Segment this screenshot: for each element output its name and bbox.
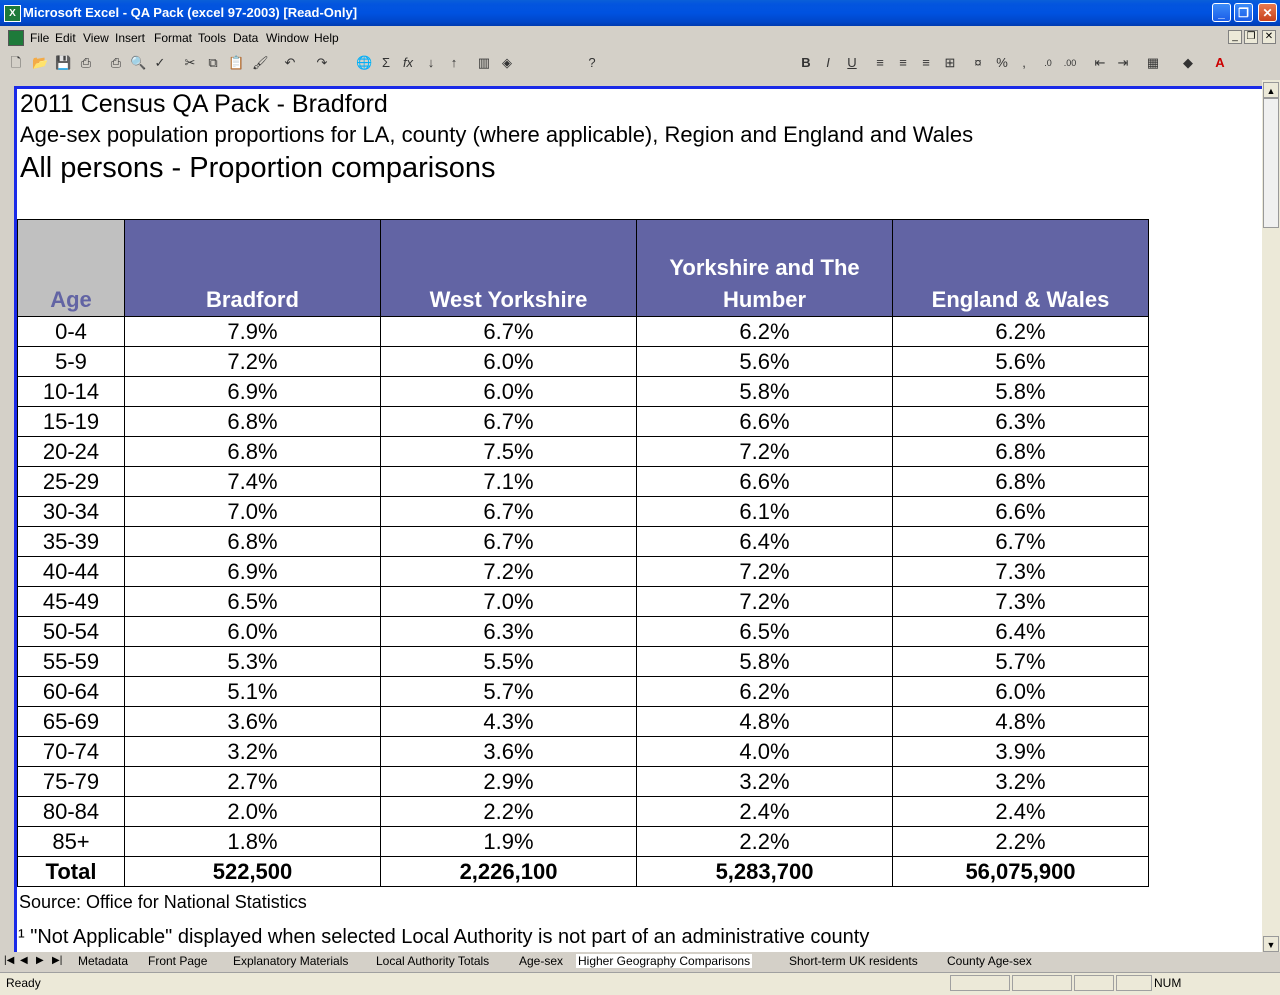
align-left-icon[interactable]: ≡: [876, 55, 884, 70]
cell-west-yorkshire[interactable]: 6.7%: [381, 497, 637, 527]
increase-indent-icon[interactable]: ⇥: [1117, 55, 1129, 70]
source-note: Source: Office for National Statistics: [19, 892, 307, 912]
cell-west-yorkshire[interactable]: 6.3%: [381, 617, 637, 647]
cell-bradford[interactable]: 7.2%: [125, 347, 381, 377]
undo-icon[interactable]: ↶: [284, 55, 296, 70]
menu-format[interactable]: Format: [154, 31, 193, 45]
cell-west-yorkshire[interactable]: 7.1%: [381, 467, 637, 497]
cell-yorkshire-humber[interactable]: 5.8%: [637, 647, 893, 677]
status-panel: [1116, 975, 1152, 991]
print-icon[interactable]: ⎙: [110, 55, 122, 70]
cell-england-wales[interactable]: 5.8%: [893, 377, 1149, 407]
last-sheet-icon[interactable]: ▶|: [52, 955, 63, 966]
cell-bradford[interactable]: 2.7%: [125, 767, 381, 797]
footnote: ¹ "Not Applicable" displayed when selected Local Authority is not part of an administrative county: [18, 926, 870, 948]
cell-age[interactable]: 60-64: [18, 677, 125, 707]
table-row: [18, 767, 1149, 797]
doc-minimize-icon[interactable]: _: [1228, 30, 1242, 44]
help-icon[interactable]: ?: [588, 55, 596, 70]
table-row: [18, 737, 1149, 767]
tab-short-term-uk-residents[interactable]: Short-term UK residents: [789, 954, 918, 968]
menu-view[interactable]: View: [83, 31, 109, 45]
status-panel: [950, 975, 1010, 991]
sort-ascending-icon[interactable]: ↓: [427, 55, 435, 70]
sheet-subtitle: Age-sex population proportions for LA, county (where applicable), Region and England and Wales: [20, 122, 974, 147]
cell-england-wales[interactable]: 2.2%: [893, 827, 1149, 857]
cell-bradford[interactable]: 3.6%: [125, 707, 381, 737]
permission-icon[interactable]: ⎙: [80, 55, 92, 70]
comparison-table: [17, 219, 1149, 887]
redo-icon[interactable]: ↷: [316, 55, 328, 70]
tab-age-sex[interactable]: Age-sex: [519, 954, 564, 968]
cell-bradford[interactable]: 6.9%: [125, 377, 381, 407]
next-sheet-icon[interactable]: ▶: [36, 955, 44, 966]
table-row: [18, 707, 1149, 737]
scroll-thumb[interactable]: [1263, 98, 1279, 228]
cell-bradford[interactable]: 7.9%: [125, 317, 381, 347]
cell-west-yorkshire[interactable]: 5.7%: [381, 677, 637, 707]
total-row: [18, 857, 1149, 887]
cell-age[interactable]: 10-14: [18, 377, 125, 407]
insert-function-icon[interactable]: fx: [402, 55, 414, 70]
cell-yorkshire-humber[interactable]: 7.2%: [637, 557, 893, 587]
cell-age[interactable]: 55-59: [18, 647, 125, 677]
cell-age[interactable]: 5-9: [18, 347, 125, 377]
underline-button[interactable]: U: [847, 55, 857, 70]
menu-data[interactable]: Data: [233, 31, 259, 45]
header-bradford[interactable]: Bradford: [125, 220, 381, 317]
table-row: [18, 617, 1149, 647]
cell-age[interactable]: 25-29: [18, 467, 125, 497]
italic-button[interactable]: I: [826, 55, 830, 70]
cell-west-yorkshire[interactable]: 2.2%: [381, 797, 637, 827]
cell-west-yorkshire[interactable]: 6.7%: [381, 527, 637, 557]
hyperlink-icon[interactable]: 🌐: [356, 55, 373, 70]
tab-higher-geography-comparisons[interactable]: Higher Geography Comparisons: [578, 954, 751, 968]
cell-bradford[interactable]: 6.9%: [125, 557, 381, 587]
tab-front-page[interactable]: Front Page: [148, 954, 208, 968]
merge-center-icon[interactable]: ⊞: [944, 55, 956, 70]
doc-close-icon[interactable]: ✕: [1262, 30, 1276, 44]
cell-england-wales[interactable]: 6.2%: [893, 317, 1149, 347]
doc-restore-icon[interactable]: ❐: [1244, 30, 1258, 44]
align-center-icon[interactable]: ≡: [899, 55, 907, 70]
total-yorkshire-humber[interactable]: 5,283,700: [637, 857, 893, 887]
table-row: [18, 587, 1149, 617]
cell-bradford[interactable]: 6.8%: [125, 437, 381, 467]
cell-west-yorkshire[interactable]: 3.6%: [381, 737, 637, 767]
total-west-yorkshire[interactable]: 2,226,100: [381, 857, 637, 887]
cell-bradford[interactable]: 5.3%: [125, 647, 381, 677]
menu-help[interactable]: Help: [314, 31, 339, 45]
cell-england-wales[interactable]: 6.4%: [893, 617, 1149, 647]
cell-age[interactable]: 70-74: [18, 737, 125, 767]
cell-england-wales[interactable]: 7.3%: [893, 557, 1149, 587]
tab-metadata[interactable]: Metadata: [78, 954, 129, 968]
header-west-yorkshire[interactable]: West Yorkshire: [381, 220, 637, 317]
cell-bradford[interactable]: 2.0%: [125, 797, 381, 827]
cell-age[interactable]: 30-34: [18, 497, 125, 527]
cell-yorkshire-humber[interactable]: 7.2%: [637, 437, 893, 467]
worksheet[interactable]: [14, 86, 1262, 952]
close-button[interactable]: ✕: [1258, 3, 1277, 22]
toolbar: [0, 49, 1280, 75]
format-painter-icon[interactable]: 🖌: [252, 55, 269, 70]
table-row: [18, 797, 1149, 827]
paste-icon[interactable]: 📋: [228, 55, 245, 70]
status-panel: [1074, 975, 1114, 991]
cell-age[interactable]: 0-4: [18, 317, 125, 347]
status-bar: [0, 972, 1280, 995]
cell-england-wales[interactable]: 2.4%: [893, 797, 1149, 827]
cell-bradford[interactable]: 7.4%: [125, 467, 381, 497]
chart-wizard-icon[interactable]: ▥: [477, 55, 491, 70]
cell-yorkshire-humber[interactable]: 5.8%: [637, 377, 893, 407]
cell-west-yorkshire[interactable]: 7.0%: [381, 587, 637, 617]
table-row: [18, 467, 1149, 497]
cell-england-wales[interactable]: 6.0%: [893, 677, 1149, 707]
menu-tools[interactable]: Tools: [198, 31, 227, 45]
workbook-icon[interactable]: [8, 30, 24, 46]
total-age[interactable]: Total: [18, 857, 125, 887]
print-preview-icon[interactable]: 🔍: [130, 55, 147, 70]
selection-top-border: [14, 86, 1262, 89]
copy-icon[interactable]: ⧉: [208, 55, 218, 70]
cell-west-yorkshire[interactable]: 6.7%: [381, 407, 637, 437]
cell-bradford[interactable]: 1.8%: [125, 827, 381, 857]
cell-yorkshire-humber[interactable]: 4.0%: [637, 737, 893, 767]
cell-yorkshire-humber[interactable]: 6.4%: [637, 527, 893, 557]
cell-west-yorkshire[interactable]: 7.2%: [381, 557, 637, 587]
cell-age[interactable]: 45-49: [18, 587, 125, 617]
open-icon[interactable]: 📂: [32, 55, 49, 70]
status-num: NUM: [1154, 976, 1182, 990]
cell-west-yorkshire[interactable]: 6.0%: [381, 377, 637, 407]
comma-style-button[interactable]: ,: [1022, 55, 1026, 70]
cell-england-wales[interactable]: 5.6%: [893, 347, 1149, 377]
cell-yorkshire-humber[interactable]: 6.2%: [637, 317, 893, 347]
cell-yorkshire-humber[interactable]: 3.2%: [637, 767, 893, 797]
drawing-icon[interactable]: ◈: [502, 55, 512, 70]
cell-yorkshire-humber[interactable]: 2.4%: [637, 797, 893, 827]
table-row: [18, 497, 1149, 527]
cell-yorkshire-humber[interactable]: 2.2%: [637, 827, 893, 857]
cell-bradford[interactable]: 3.2%: [125, 737, 381, 767]
font-color-icon[interactable]: A: [1215, 55, 1225, 70]
bold-button[interactable]: B: [801, 55, 811, 70]
cell-bradford[interactable]: 7.0%: [125, 497, 381, 527]
table-row: [18, 647, 1149, 677]
cell-yorkshire-humber[interactable]: 4.8%: [637, 707, 893, 737]
align-right-icon[interactable]: ≡: [922, 55, 930, 70]
table-row: [18, 437, 1149, 467]
cell-england-wales[interactable]: 3.9%: [893, 737, 1149, 767]
title-bar: [0, 0, 1280, 26]
percent-style-button[interactable]: %: [996, 55, 1008, 70]
table-header-row: [18, 220, 1149, 317]
cell-yorkshire-humber[interactable]: 6.2%: [637, 677, 893, 707]
cell-england-wales[interactable]: 4.8%: [893, 707, 1149, 737]
cell-yorkshire-humber[interactable]: 6.6%: [637, 407, 893, 437]
cell-yorkshire-humber[interactable]: 7.2%: [637, 587, 893, 617]
decrease-decimal-icon[interactable]: .00: [1063, 58, 1077, 68]
currency-icon[interactable]: ¤: [974, 55, 982, 70]
scroll-down-icon[interactable]: ▼: [1263, 936, 1279, 952]
header-england-wales[interactable]: England & Wales: [893, 220, 1149, 317]
cut-icon[interactable]: ✂: [184, 55, 196, 70]
cell-west-yorkshire[interactable]: 4.3%: [381, 707, 637, 737]
sheet-title: 2011 Census QA Pack - Bradford: [20, 90, 388, 118]
restore-button[interactable]: ❐: [1234, 3, 1253, 22]
table-row: [18, 407, 1149, 437]
cell-england-wales[interactable]: 6.8%: [893, 437, 1149, 467]
cell-age[interactable]: 65-69: [18, 707, 125, 737]
cell-west-yorkshire[interactable]: 5.5%: [381, 647, 637, 677]
cell-age[interactable]: 85+: [18, 827, 125, 857]
minimize-button[interactable]: _: [1212, 3, 1231, 22]
cell-west-yorkshire[interactable]: 1.9%: [381, 827, 637, 857]
table-row: [18, 527, 1149, 557]
borders-icon[interactable]: ▦: [1146, 55, 1160, 70]
menu-file[interactable]: File: [30, 31, 50, 45]
save-icon[interactable]: 💾: [55, 55, 72, 70]
cell-age[interactable]: 50-54: [18, 617, 125, 647]
table-row: [18, 347, 1149, 377]
tab-explanatory-materials[interactable]: Explanatory Materials: [233, 954, 349, 968]
vertical-scrollbar[interactable]: [1262, 80, 1280, 952]
menu-bar: [0, 27, 1280, 49]
header-yorkshire-humber[interactable]: Yorkshire and The Humber: [637, 220, 893, 317]
decrease-indent-icon[interactable]: ⇤: [1094, 55, 1106, 70]
cell-england-wales[interactable]: 7.3%: [893, 587, 1149, 617]
autosum-icon[interactable]: Σ: [381, 55, 391, 70]
table-row: [18, 827, 1149, 857]
cell-yorkshire-humber[interactable]: 6.6%: [637, 467, 893, 497]
cell-england-wales[interactable]: 5.7%: [893, 647, 1149, 677]
cell-yorkshire-humber[interactable]: 6.1%: [637, 497, 893, 527]
cell-england-wales[interactable]: 3.2%: [893, 767, 1149, 797]
cell-west-yorkshire[interactable]: 6.7%: [381, 317, 637, 347]
cell-england-wales[interactable]: 6.6%: [893, 497, 1149, 527]
cell-age[interactable]: 20-24: [18, 437, 125, 467]
cell-bradford[interactable]: 6.8%: [125, 527, 381, 557]
cell-west-yorkshire[interactable]: 2.9%: [381, 767, 637, 797]
total-england-wales[interactable]: 56,075,900: [893, 857, 1149, 887]
cell-west-yorkshire[interactable]: 7.5%: [381, 437, 637, 467]
cell-age[interactable]: 80-84: [18, 797, 125, 827]
prev-sheet-icon[interactable]: ◀: [20, 955, 28, 966]
table-row: [18, 377, 1149, 407]
cell-bradford[interactable]: 6.8%: [125, 407, 381, 437]
cell-bradford[interactable]: 6.0%: [125, 617, 381, 647]
new-icon[interactable]: 🗋: [10, 55, 22, 70]
increase-decimal-icon[interactable]: .0: [1044, 58, 1052, 68]
tab-county-age-sex[interactable]: County Age-sex: [947, 954, 1032, 968]
table-row: [18, 317, 1149, 347]
status-ready: Ready: [6, 976, 41, 990]
table-row: [18, 677, 1149, 707]
sort-descending-icon[interactable]: ↑: [450, 55, 458, 70]
sheet-tab-bar: [0, 952, 1280, 972]
cell-west-yorkshire[interactable]: 6.0%: [381, 347, 637, 377]
window-title: Microsoft Excel - QA Pack (excel 97-2003) [Read-Only]: [23, 5, 358, 20]
cell-yorkshire-humber[interactable]: 5.6%: [637, 347, 893, 377]
spelling-icon[interactable]: ✓: [154, 55, 166, 70]
cell-age[interactable]: 15-19: [18, 407, 125, 437]
cell-england-wales[interactable]: 6.8%: [893, 467, 1149, 497]
cell-england-wales[interactable]: 6.7%: [893, 527, 1149, 557]
cell-england-wales[interactable]: 6.3%: [893, 407, 1149, 437]
menu-edit[interactable]: Edit: [55, 31, 76, 45]
menu-insert[interactable]: Insert: [115, 31, 146, 45]
status-panel: [1012, 975, 1072, 991]
scroll-up-icon[interactable]: ▲: [1263, 82, 1279, 98]
cell-age[interactable]: 75-79: [18, 767, 125, 797]
table-row: [18, 557, 1149, 587]
cell-bradford[interactable]: 5.1%: [125, 677, 381, 707]
first-sheet-icon[interactable]: |◀: [4, 955, 15, 966]
excel-app-icon[interactable]: X: [4, 5, 21, 22]
fill-color-icon[interactable]: ◆: [1183, 55, 1193, 70]
total-bradford[interactable]: 522,500: [125, 857, 381, 887]
header-age[interactable]: Age: [18, 220, 125, 317]
cell-age[interactable]: 40-44: [18, 557, 125, 587]
menu-window[interactable]: Window: [266, 31, 309, 45]
tab-local-authority-totals[interactable]: Local Authority Totals: [376, 954, 490, 968]
cell-bradford[interactable]: 6.5%: [125, 587, 381, 617]
sheet-heading: All persons - Proportion comparisons: [20, 152, 496, 184]
cell-yorkshire-humber[interactable]: 6.5%: [637, 617, 893, 647]
cell-age[interactable]: 35-39: [18, 527, 125, 557]
